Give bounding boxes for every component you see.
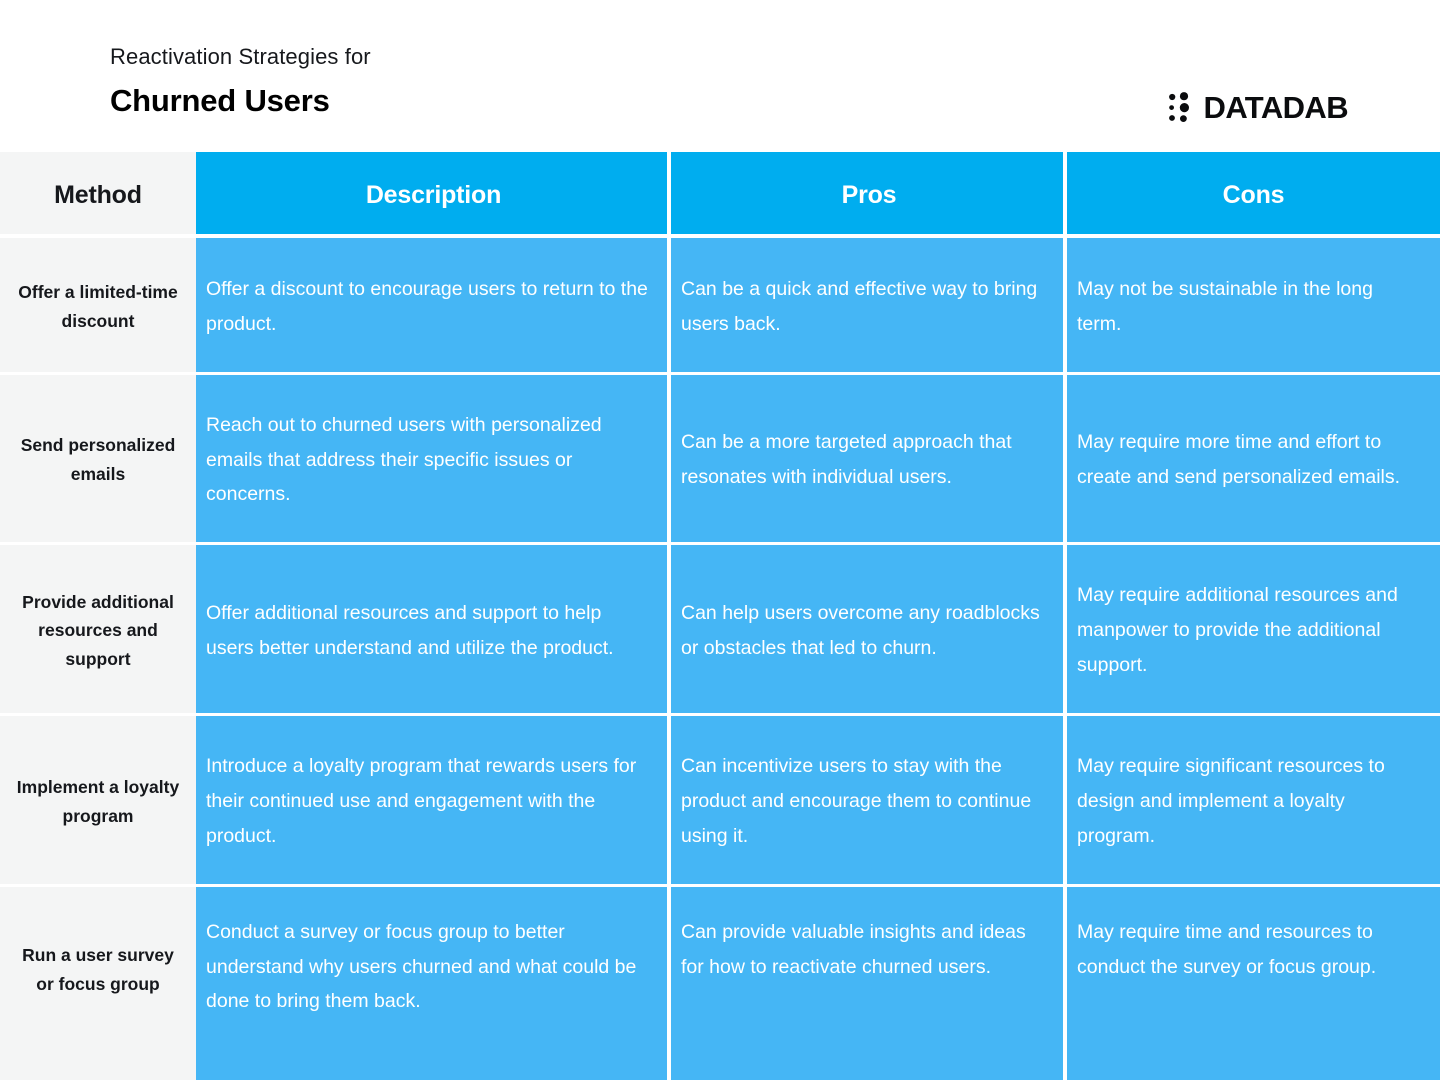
- method-label: Send personalized emails: [20, 435, 176, 484]
- table-row: [196, 716, 671, 887]
- pros-text: Can help users overcome any roadblocks or obstacles that led to churn.: [681, 601, 1040, 659]
- column-header-pros: [671, 152, 1067, 238]
- page-title: Churned Users: [110, 83, 330, 119]
- cons-text: May require more time and effort to create and send personalized emails.: [1077, 431, 1401, 488]
- cons-text: May require significant resources to design and implement a loyalty program.: [1077, 755, 1385, 847]
- pros-text: Can be a quick and effective way to bring users back.: [681, 277, 1038, 335]
- column-header-method: [0, 152, 196, 238]
- brand-logo: [1168, 92, 1348, 123]
- method-label: Offer a limited-time discount: [18, 281, 178, 331]
- table-row: [671, 887, 1067, 1080]
- table-row: [671, 375, 1067, 545]
- description-text: Reach out to churned users with personalized emails that address their specific issues or concerns.: [206, 413, 602, 506]
- table-row: [0, 545, 196, 716]
- column-header-label: Method: [54, 180, 142, 209]
- column-header-description: [196, 152, 671, 238]
- description-text: Offer additional resources and support to help users better understand and utilize the product.: [206, 601, 614, 659]
- column-header-label: Description: [365, 180, 502, 209]
- cons-text: May not be sustainable in the long term.: [1077, 277, 1373, 335]
- table-row: [196, 887, 671, 1080]
- pros-text: Can incentivize users to stay with the product and encourage them to continue using it.: [681, 755, 1032, 847]
- brand-name: DATADAB: [1203, 90, 1348, 125]
- method-label: Provide additional resources and support: [22, 591, 174, 669]
- table-row: [0, 887, 196, 1080]
- pros-text: Can provide valuable insights and ideas for how to reactivate churned users.: [681, 921, 1026, 978]
- column-header-label: Pros: [841, 180, 897, 209]
- header-band: [0, 0, 1440, 152]
- table-row: [1067, 716, 1440, 887]
- table-row: [1067, 375, 1440, 545]
- column-header-label: Cons: [1222, 180, 1285, 209]
- column-header-cons: [1067, 152, 1440, 238]
- table-row: [196, 238, 671, 375]
- description-text: Offer a discount to encourage users to return to the product.: [206, 277, 648, 335]
- description-text: Introduce a loyalty program that rewards users for their continued use and engagement with the product.: [206, 755, 637, 847]
- table-row: [1067, 238, 1440, 375]
- table-row: [1067, 887, 1440, 1080]
- method-label: Implement a loyalty program: [16, 776, 180, 826]
- table-row: [196, 545, 671, 716]
- table-row: [0, 716, 196, 887]
- comparison-table: [0, 152, 1440, 1080]
- table-row: [1067, 545, 1440, 716]
- table-row: [196, 375, 671, 545]
- table-row: [0, 238, 196, 375]
- title-block: [110, 44, 371, 119]
- table-row: [671, 716, 1067, 887]
- method-label: Run a user survey or focus group: [22, 945, 174, 994]
- cons-text: May require time and resources to conduct the survey or focus group.: [1077, 921, 1377, 978]
- six-dot-grid-icon: [1168, 92, 1193, 123]
- table-row: [0, 375, 196, 545]
- description-text: Conduct a survey or focus group to better understand why users churned and what could be done to bring them back.: [206, 921, 637, 1013]
- cons-text: May require additional resources and manpower to provide the additional support.: [1077, 584, 1398, 676]
- table-row: [671, 545, 1067, 716]
- table-row: [671, 238, 1067, 375]
- pros-text: Can be a more targeted approach that resonates with individual users.: [681, 431, 1012, 488]
- eyebrow-text: Reactivation Strategies for: [110, 44, 371, 69]
